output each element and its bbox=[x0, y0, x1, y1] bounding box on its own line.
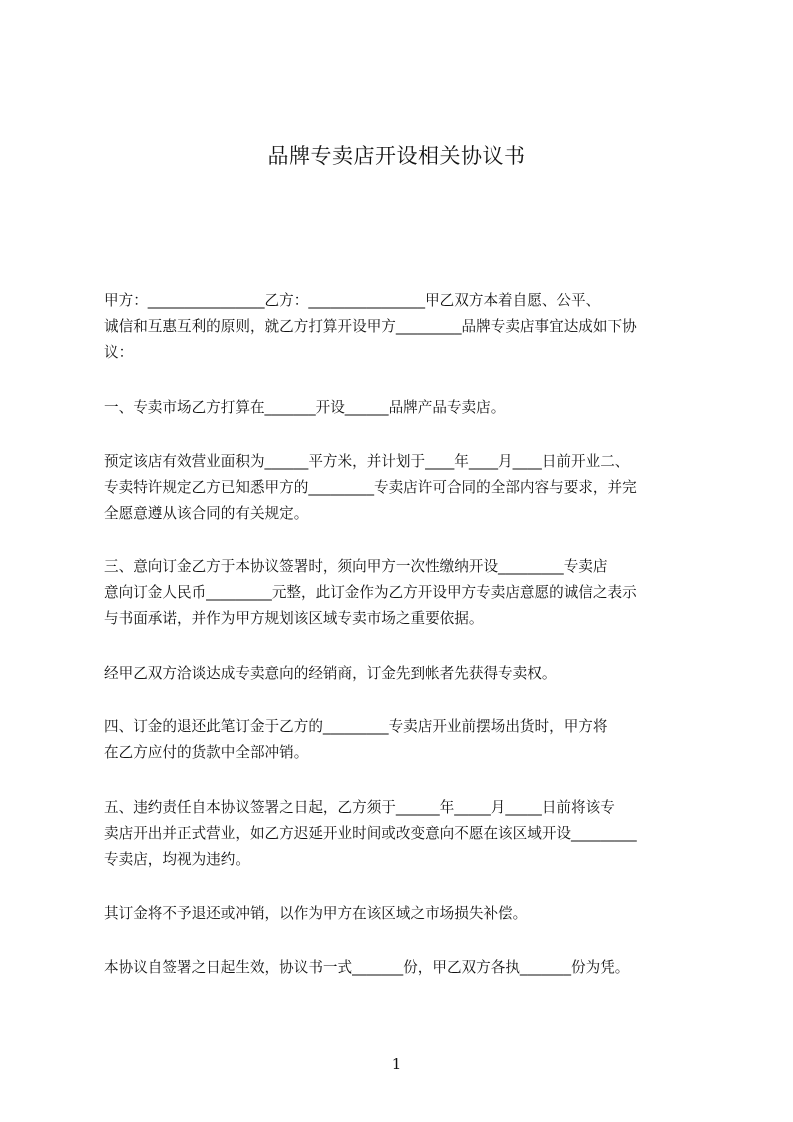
paragraph-clause-1 bbox=[104, 395, 704, 421]
text-line: 经甲乙双方洽谈达成专卖意向的经销商，订金先到帐者先获得专卖权。 bbox=[104, 665, 557, 682]
text-line: 三、意向订金乙方于本协议签署时，须向甲方一次性缴纳开设_________专卖店 bbox=[104, 558, 608, 575]
text-line: 四、订金的退还此笔订金于乙方的_________专卖店开业前摆场出货时，甲方将 bbox=[104, 718, 608, 735]
text-line: 诚信和互惠互利的原则，就乙方打算开设甲方_________品牌专卖店事宜达成如下协 bbox=[104, 318, 637, 335]
page-number: 1 bbox=[391, 1055, 402, 1073]
text-line: 全愿意遵从该合同的有关规定。 bbox=[104, 505, 309, 522]
text-line: 专卖特许规定乙方已知悉甲方的_________专卖店许可合同的全部内容与要求，并完 bbox=[104, 479, 637, 496]
text-line: 意向订金人民币_________元整，此订金作为乙方开设甲方专卖店意愿的诚信之表示 bbox=[104, 584, 637, 601]
paragraph-clause-4 bbox=[104, 714, 704, 766]
paragraph-compensation bbox=[104, 901, 704, 927]
paragraph-preamble bbox=[104, 288, 704, 366]
text-line: 专卖店，均视为违约。 bbox=[104, 851, 250, 868]
text-line: 与书面承诺，并作为甲方规划该区域专卖市场之重要依据。 bbox=[104, 610, 484, 627]
text-line: 在乙方应付的货款中全部冲销。 bbox=[104, 744, 309, 761]
text-line: 甲方：________________乙方：________________甲乙双方本着自愿、公平、 bbox=[104, 292, 601, 309]
text-line: 五、违约责任自本协议签署之日起，乙方须于______年_____月_____日前将该专 bbox=[104, 799, 615, 816]
paragraph-effective bbox=[104, 955, 704, 981]
paragraph-clause-2 bbox=[104, 449, 704, 527]
text-line: 本协议自签署之日起生效，协议书一式_______份，甲乙双方各执_______份为凭。 bbox=[104, 959, 630, 976]
paragraph-deposit-priority bbox=[104, 661, 704, 687]
text-line: 议： bbox=[104, 344, 134, 361]
text-line: 预定该店有效营业面积为______平方米，并计划于____年____月____日前开业二、 bbox=[104, 453, 630, 470]
paragraph-clause-5 bbox=[104, 795, 704, 873]
text-line: 其订金将不予退还或冲销，以作为甲方在该区域之市场损失补偿。 bbox=[104, 905, 528, 922]
document-title: 品牌专卖店开设相关协议书 bbox=[267, 144, 526, 168]
paragraph-clause-3 bbox=[104, 554, 704, 632]
text-line: 一、专卖市场乙方打算在_______开设______品牌产品专卖店。 bbox=[104, 399, 506, 416]
text-line: 卖店开出并正式营业，如乙方迟延开业时间或改变意向不愿在该区域开设_________ bbox=[104, 825, 637, 842]
